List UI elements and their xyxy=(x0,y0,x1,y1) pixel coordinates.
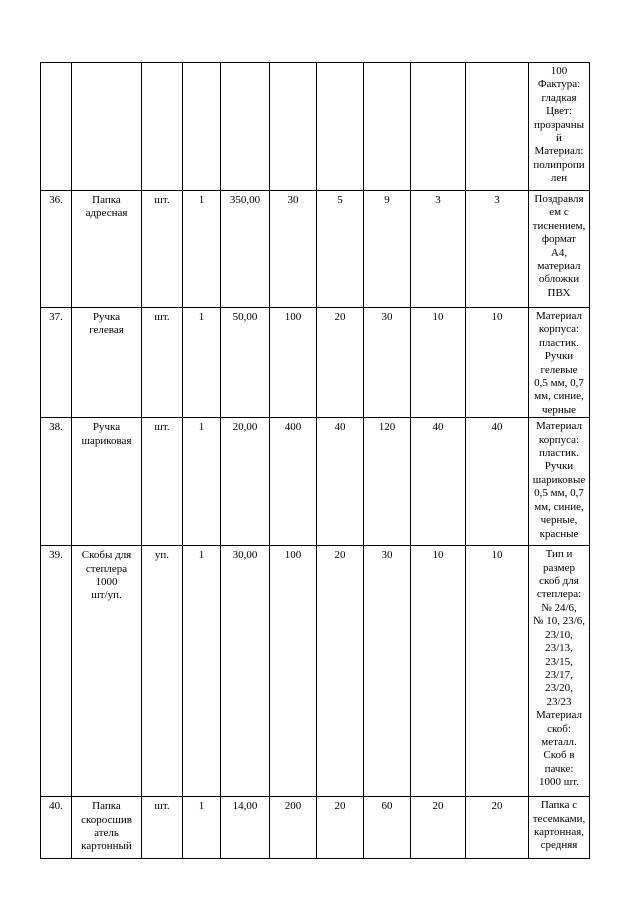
spec-cell xyxy=(529,63,590,191)
unit-cell-text: шт. xyxy=(154,311,170,323)
unit-cell xyxy=(142,63,183,191)
table-row xyxy=(41,418,590,546)
count-col-5-text: 40 xyxy=(491,421,503,434)
count-col-5 xyxy=(466,546,529,797)
spec-cell-text: Материал корпуса: пластик. Ручки гелевые 0,5 мм, 0,7 мм, синие, черные xyxy=(534,310,584,416)
count-col-5 xyxy=(466,308,529,418)
qty-cell xyxy=(183,418,221,546)
row-number-text: 38. xyxy=(49,421,63,434)
count-col-5-text: 3 xyxy=(494,194,500,206)
count-col-5-text: 20 xyxy=(491,800,503,813)
count-col-2-text: 20 xyxy=(334,800,346,813)
row-number-text: 37. xyxy=(49,311,63,323)
row-number xyxy=(41,308,72,418)
count-col-4 xyxy=(411,797,466,859)
row-number xyxy=(41,546,72,797)
count-col-1-text: 30 xyxy=(287,194,299,206)
count-col-5 xyxy=(466,418,529,546)
price-cell xyxy=(221,63,270,191)
procurement-table xyxy=(40,62,590,859)
count-col-1-text: 100 xyxy=(284,549,302,562)
count-col-3-text: 120 xyxy=(378,421,396,434)
item-name xyxy=(72,418,142,546)
price-cell-text: 20,00 xyxy=(232,421,258,434)
qty-cell-text: 1 xyxy=(198,311,205,323)
count-col-1 xyxy=(270,797,317,859)
spec-cell-text: Тип и размер скоб для степлера: № 24/6, № 10, 23/6, 23/10, 23/13, 23/15, 23/17, 23/20, 23/23 Материал скоб: металл. Скоб в пачке: 1000 шт. xyxy=(532,548,586,789)
table-row xyxy=(41,797,590,859)
count-col-4-text: 10 xyxy=(432,311,444,323)
count-col-5 xyxy=(466,191,529,308)
count-col-1 xyxy=(270,546,317,797)
unit-cell xyxy=(142,797,183,859)
count-col-1-text: 200 xyxy=(284,800,302,813)
spec-cell xyxy=(529,797,590,859)
item-name xyxy=(72,797,142,859)
table-body xyxy=(41,63,590,859)
spec-cell-text: 100 Фактура: гладкая Цвет: прозрачны й Материал: полипропи лен xyxy=(533,65,585,185)
count-col-3-text: 30 xyxy=(381,549,393,562)
item-name-text: Скобы для степлера 1000 шт/уп. xyxy=(81,549,132,602)
item-name-text: Папка адресная xyxy=(85,194,128,220)
qty-cell-text: 1 xyxy=(198,549,205,562)
count-col-4-text: 10 xyxy=(432,549,444,562)
item-name xyxy=(72,546,142,797)
count-col-3-text: 9 xyxy=(384,194,390,206)
qty-cell xyxy=(183,63,221,191)
count-col-2 xyxy=(317,63,364,191)
spec-cell-text: Папка с тесемками, картонная, средняя xyxy=(532,799,586,852)
count-col-4 xyxy=(411,63,466,191)
table-row xyxy=(41,308,590,418)
row-number-text: 40. xyxy=(49,800,63,813)
unit-cell-text: шт. xyxy=(154,194,170,206)
count-col-2 xyxy=(317,191,364,308)
count-col-3-text: 30 xyxy=(381,311,393,323)
count-col-3 xyxy=(364,308,411,418)
qty-cell-text: 1 xyxy=(198,421,205,434)
price-cell-text: 350,00 xyxy=(229,194,261,206)
count-col-5-text: 10 xyxy=(491,549,503,562)
count-col-1 xyxy=(270,308,317,418)
row-number xyxy=(41,191,72,308)
count-col-2-text: 40 xyxy=(334,421,346,434)
qty-cell xyxy=(183,797,221,859)
price-cell-text: 50,00 xyxy=(232,311,258,323)
spec-cell xyxy=(529,191,590,308)
row-number-text: 39. xyxy=(49,549,63,562)
qty-cell-text: 1 xyxy=(198,800,205,813)
count-col-5-text: 10 xyxy=(491,311,503,323)
price-cell xyxy=(221,418,270,546)
qty-cell xyxy=(183,308,221,418)
count-col-2-text: 20 xyxy=(334,311,346,323)
item-name-text: Папка скоросшив атель картонный xyxy=(81,800,132,853)
count-col-4 xyxy=(411,191,466,308)
count-col-4-text: 20 xyxy=(432,800,444,813)
count-col-4 xyxy=(411,546,466,797)
spec-cell-text: Материал корпуса: пластик. Ручки шариковые 0,5 мм, 0,7 мм, синие, черные, красные xyxy=(532,420,586,540)
item-name-text: Ручка шариковая xyxy=(81,421,132,447)
spec-cell-text: Поздравля ем с тиснением, формат А4, материал обложки ПВХ xyxy=(532,193,586,299)
row-number xyxy=(41,63,72,191)
unit-cell xyxy=(142,191,183,308)
qty-cell-text: 1 xyxy=(198,194,205,206)
qty-cell xyxy=(183,191,221,308)
count-col-2 xyxy=(317,418,364,546)
unit-cell xyxy=(142,546,183,797)
table-row xyxy=(41,546,590,797)
count-col-3 xyxy=(364,63,411,191)
unit-cell xyxy=(142,308,183,418)
price-cell-text: 30,00 xyxy=(232,549,258,562)
spec-cell xyxy=(529,418,590,546)
count-col-4 xyxy=(411,308,466,418)
count-col-4-text: 40 xyxy=(432,421,444,434)
unit-cell-text: шт. xyxy=(154,421,170,434)
item-name xyxy=(72,63,142,191)
count-col-3 xyxy=(364,191,411,308)
qty-cell xyxy=(183,546,221,797)
item-name xyxy=(72,191,142,308)
count-col-4-text: 3 xyxy=(435,194,441,206)
count-col-1-text: 400 xyxy=(284,421,302,434)
count-col-1 xyxy=(270,191,317,308)
count-col-4 xyxy=(411,418,466,546)
count-col-1-text: 100 xyxy=(284,311,302,323)
price-cell xyxy=(221,797,270,859)
table-row xyxy=(41,191,590,308)
count-col-2-text: 20 xyxy=(334,549,346,562)
unit-cell xyxy=(142,418,183,546)
count-col-1 xyxy=(270,63,317,191)
item-name xyxy=(72,308,142,418)
count-col-3 xyxy=(364,797,411,859)
count-col-2 xyxy=(317,546,364,797)
spec-cell xyxy=(529,546,590,797)
table-row xyxy=(41,63,590,191)
unit-cell-text: уп. xyxy=(154,549,170,562)
unit-cell-text: шт. xyxy=(154,800,170,813)
row-number-text: 36. xyxy=(49,194,63,206)
count-col-5 xyxy=(466,63,529,191)
price-cell xyxy=(221,546,270,797)
item-name-text: Ручка гелевая xyxy=(89,311,124,337)
count-col-3-text: 60 xyxy=(381,800,393,813)
count-col-3 xyxy=(364,418,411,546)
price-cell xyxy=(221,191,270,308)
spec-cell xyxy=(529,308,590,418)
count-col-1 xyxy=(270,418,317,546)
count-col-2 xyxy=(317,797,364,859)
price-cell-text: 14,00 xyxy=(232,800,258,813)
row-number xyxy=(41,418,72,546)
price-cell xyxy=(221,308,270,418)
count-col-3 xyxy=(364,546,411,797)
count-col-2-text: 5 xyxy=(337,194,343,206)
row-number xyxy=(41,797,72,859)
count-col-5 xyxy=(466,797,529,859)
count-col-2 xyxy=(317,308,364,418)
